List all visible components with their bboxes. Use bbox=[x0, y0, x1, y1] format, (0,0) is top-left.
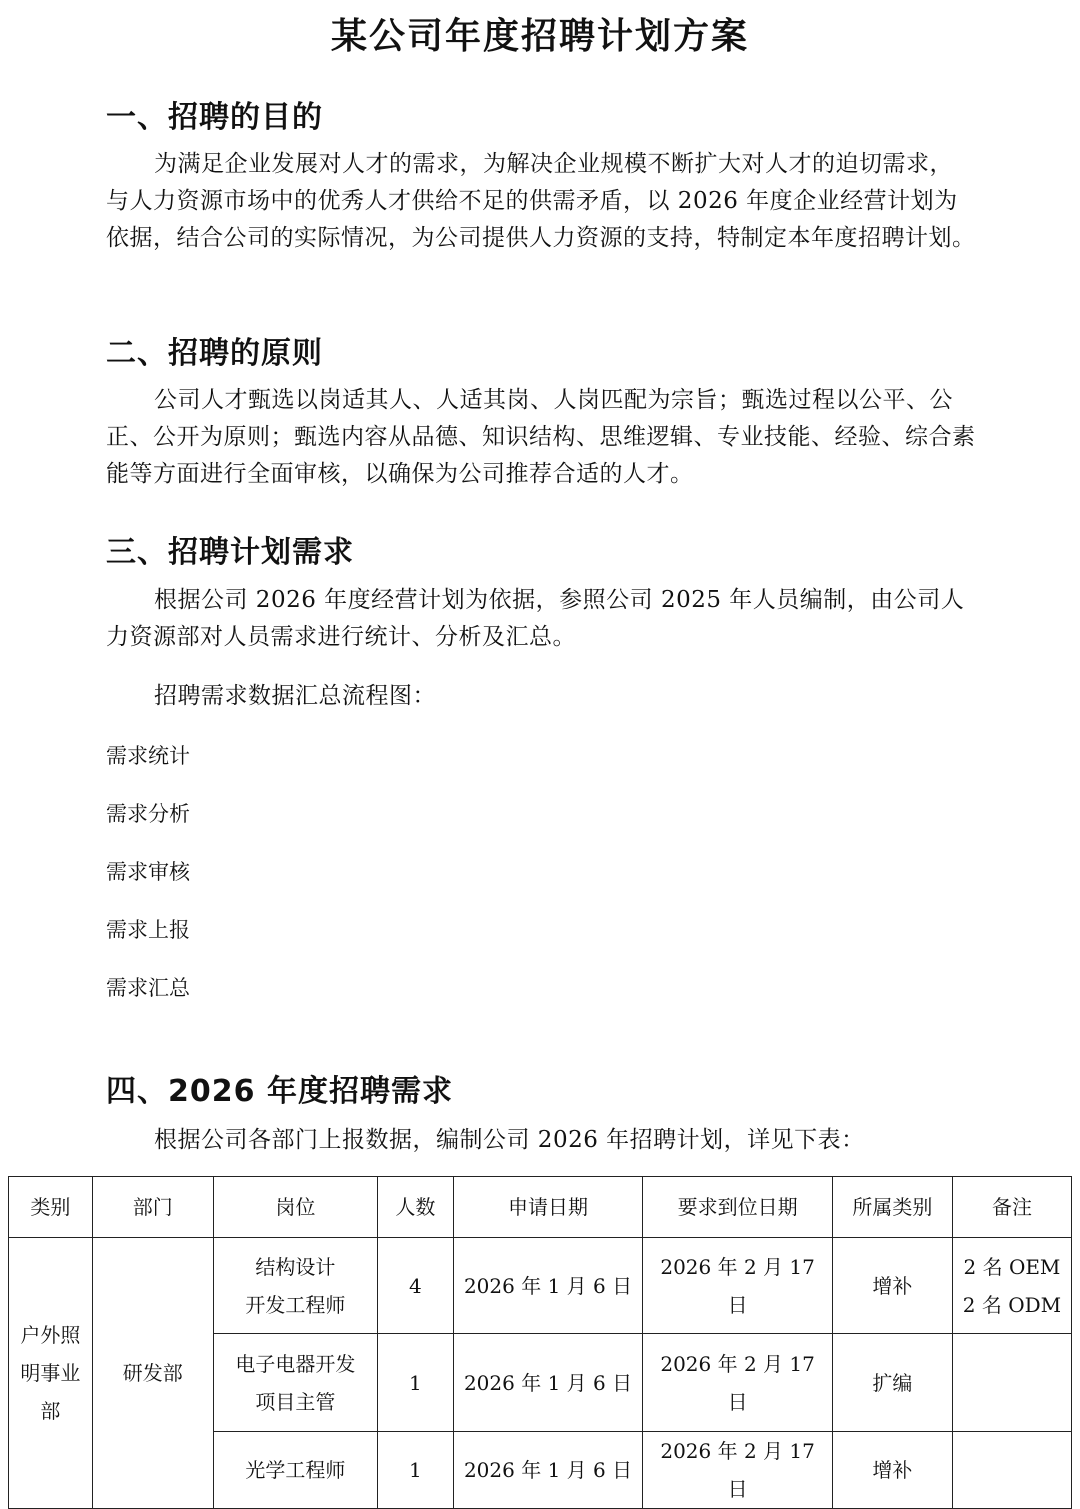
section-heading: 四、2026 年度招聘需求 bbox=[106, 1074, 453, 1109]
type-cell: 增补 bbox=[832, 1238, 952, 1334]
section-paragraph: 为满足企业发展对人才的需求，为解决企业规模不断扩大对人才的迫切需求，与人力资源市场中的优秀人才供给不足的供需矛盾，以 2026 年度企业经营计划为依据，结合公司的实际情况，为公司提供人力资源的支持，特制定本年度招聘计划。 bbox=[106, 151, 976, 251]
section-heading: 三、招聘计划需求 bbox=[106, 535, 354, 570]
column-header: 岗位 bbox=[213, 1177, 377, 1238]
due-date-cell: 2026 年 2 月 17 日 bbox=[643, 1238, 833, 1334]
column-header: 所属类别 bbox=[832, 1177, 952, 1238]
section-paragraph: 公司人才甄选以岗适其人、人适其岗、人岗匹配为宗旨；甄选过程以公平、公正、公开为原则；甄选内容从品德、知识结构、思维逻辑、专业技能、经验、综合素能等方面进行全面审核，以确保为公司推荐合适的人才。 bbox=[106, 387, 976, 487]
category-line: 明事业 bbox=[20, 1361, 81, 1385]
section-heading: 二、招聘的原则 bbox=[106, 336, 323, 371]
column-header: 要求到位日期 bbox=[643, 1177, 833, 1238]
column-header: 申请日期 bbox=[453, 1177, 643, 1238]
position-cell bbox=[213, 1238, 377, 1334]
note-line: 2 名 OEM bbox=[963, 1254, 1061, 1279]
section-paragraph: 根据公司各部门上报数据，编制公司 2026 年招聘计划，详见下表： bbox=[154, 1127, 865, 1153]
page-title: 某公司年度招聘计划方案 bbox=[330, 16, 749, 57]
flow-step: 需求汇总 bbox=[106, 976, 190, 1000]
flow-step: 需求统计 bbox=[106, 744, 190, 768]
position-cell: 光学工程师 bbox=[213, 1432, 377, 1509]
position-line: 开发工程师 bbox=[245, 1292, 346, 1317]
note-cell bbox=[952, 1334, 1071, 1432]
type-cell: 增补 bbox=[832, 1432, 952, 1509]
note-line: 2 名 ODM bbox=[962, 1292, 1062, 1317]
count-cell: 4 bbox=[378, 1238, 454, 1334]
apply-date-cell: 2026 年 1 月 6 日 bbox=[453, 1334, 643, 1432]
column-header: 部门 bbox=[92, 1177, 213, 1238]
type-cell: 扩编 bbox=[832, 1334, 952, 1432]
position-line: 电子电器开发 bbox=[235, 1351, 356, 1376]
section-paragraph: 根据公司 2026 年度经营计划为依据，参照公司 2025 年人员编制，由公司人力资源部对人员需求进行统计、分析及汇总。 bbox=[106, 587, 965, 650]
column-header: 备注 bbox=[952, 1177, 1071, 1238]
due-date-cell: 2026 年 2 月 17 日 bbox=[643, 1334, 833, 1432]
flow-caption: 招聘需求数据汇总流程图： bbox=[154, 683, 436, 709]
note-cell bbox=[952, 1238, 1071, 1334]
recruitment-table bbox=[8, 1176, 1072, 1509]
flow-step: 需求分析 bbox=[106, 802, 190, 826]
apply-date-cell: 2026 年 1 月 6 日 bbox=[453, 1432, 643, 1509]
column-header: 人数 bbox=[378, 1177, 454, 1238]
position-line: 结构设计 bbox=[255, 1254, 336, 1279]
category-line: 部 bbox=[40, 1399, 61, 1423]
flow-step: 需求上报 bbox=[106, 918, 190, 942]
count-cell: 1 bbox=[378, 1432, 454, 1509]
table-row bbox=[9, 1238, 1072, 1334]
category-line: 户外照 bbox=[20, 1323, 81, 1347]
due-date-cell: 2026 年 2 月 17 日 bbox=[643, 1432, 833, 1509]
position-cell bbox=[213, 1334, 377, 1432]
category-cell bbox=[9, 1238, 93, 1509]
count-cell: 1 bbox=[378, 1334, 454, 1432]
position-line: 项目主管 bbox=[255, 1389, 336, 1414]
section-heading: 一、招聘的目的 bbox=[106, 100, 323, 135]
table-header-row bbox=[9, 1177, 1072, 1238]
flow-step: 需求审核 bbox=[106, 860, 190, 884]
column-header: 类别 bbox=[9, 1177, 93, 1238]
apply-date-cell: 2026 年 1 月 6 日 bbox=[453, 1238, 643, 1334]
note-cell bbox=[952, 1432, 1071, 1509]
department-cell: 研发部 bbox=[92, 1238, 213, 1509]
